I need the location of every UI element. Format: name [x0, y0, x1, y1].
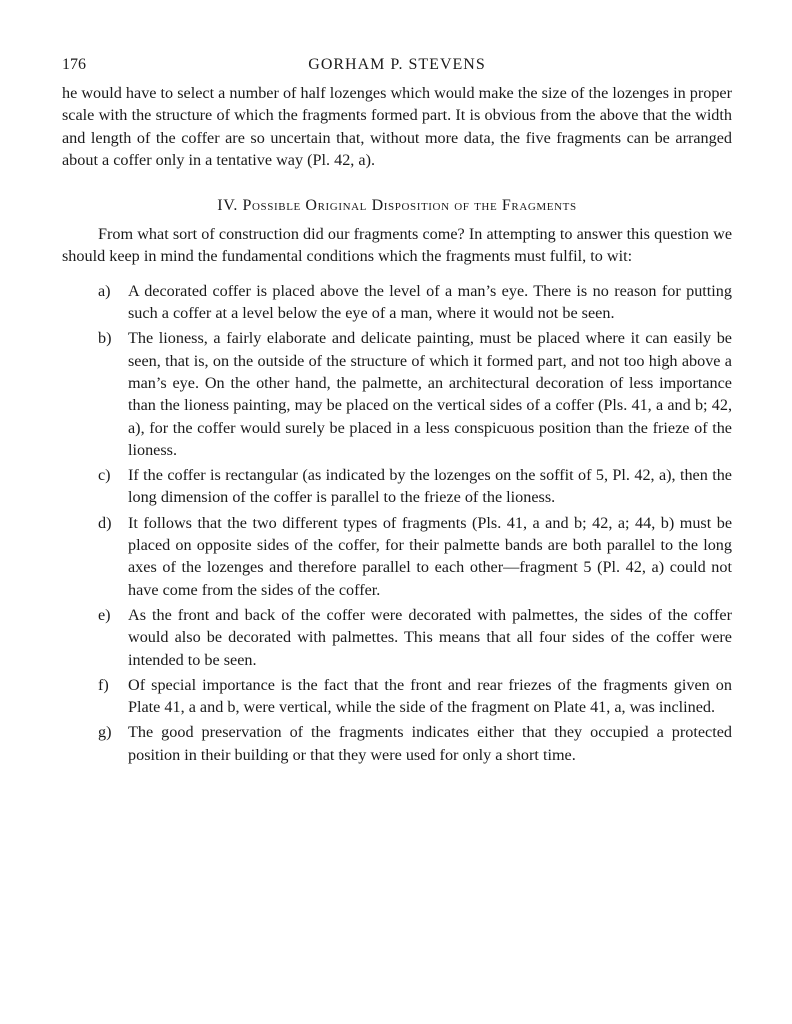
- intro-paragraph: he would have to select a number of half lozenges which would make the size of the lozenges in proper scale with the structure of which the fragments formed part. It is obvious from the above that the width and length of the coffer are so uncertain that, without more data, the five fragments can be arranged about a coffer only in a tentative way (Pl. 42, a).: [62, 84, 732, 169]
- condition-text: As the front and back of the coffer were decorated with palmettes, the sides of the coffer would also be decorated with palmettes. This means that all four sides of the coffer were intended to be seen.: [128, 605, 732, 669]
- condition-letter: a): [98, 281, 111, 300]
- condition-letter: b): [98, 329, 112, 348]
- page-number: 176: [62, 56, 86, 73]
- condition-letter: c): [98, 466, 111, 485]
- page-header: [62, 56, 732, 82]
- running-head: GORHAM P. STEVENS: [308, 56, 486, 73]
- conditions-list: [62, 280, 732, 766]
- condition-item-e: [62, 604, 732, 671]
- section-heading: IV. Possible Original Disposition of the Fragments: [217, 197, 577, 215]
- condition-item-d: [62, 512, 732, 601]
- page: [62, 56, 732, 769]
- lead-paragraph: From what sort of construction did our fragments come? In attempting to answer this question we should keep in mind the fundamental conditions which the fragments must fulfil, to wit:: [62, 225, 732, 266]
- condition-item-b: [62, 327, 732, 461]
- condition-item-g: [62, 721, 732, 766]
- condition-letter: f): [98, 675, 109, 694]
- condition-text: The good preservation of the fragments indicates either that they occupied a protected position in their building or that they were used for only a short time.: [128, 723, 732, 764]
- condition-letter: g): [98, 723, 112, 742]
- condition-text: A decorated coffer is placed above the level of a man’s eye. There is no reason for putting such a coffer at a level below the eye of a man, where it would not be seen.: [128, 281, 732, 323]
- condition-item-c: [62, 464, 732, 509]
- condition-item-f: [62, 674, 732, 719]
- condition-text: If the coffer is rectangular (as indicated by the lozenges on the soffit of 5, Pl. 42, a), then the long dimension of the coffer is parallel to the frieze of the lioness.: [128, 466, 732, 507]
- condition-item-a: [62, 280, 732, 325]
- condition-letter: e): [98, 605, 111, 624]
- condition-letter: d): [98, 513, 112, 532]
- condition-text: The lioness, a fairly elaborate and delicate painting, must be placed where it can easily be seen, that is, on the outside of the structure of which it formed part, and not too high above a man’s eye. On the other hand, the palmette, an architectural decoration of less importance than the lioness painting, may be placed on the vertical sides of a coffer (Pls. 41, a and b; 42, a), for the coffer would surely be placed in a less conspicuous position than the frieze of the lioness.: [128, 329, 732, 459]
- condition-text: Of special importance is the fact that the front and rear friezes of the fragments given on Plate 41, a and b, were vertical, while the side of the fragment on Plate 41, a, was inclined.: [128, 675, 732, 717]
- condition-text: It follows that the two different types of fragments (Pls. 41, a and b; 42, a; 44, b) must be placed on opposite sides of the coffer, for their palmette bands are both parallel to the long axes of the lozenges and therefore parallel to each other—fragment 5 (Pl. 42, a) could not have come from the sides of the coffer.: [128, 513, 732, 599]
